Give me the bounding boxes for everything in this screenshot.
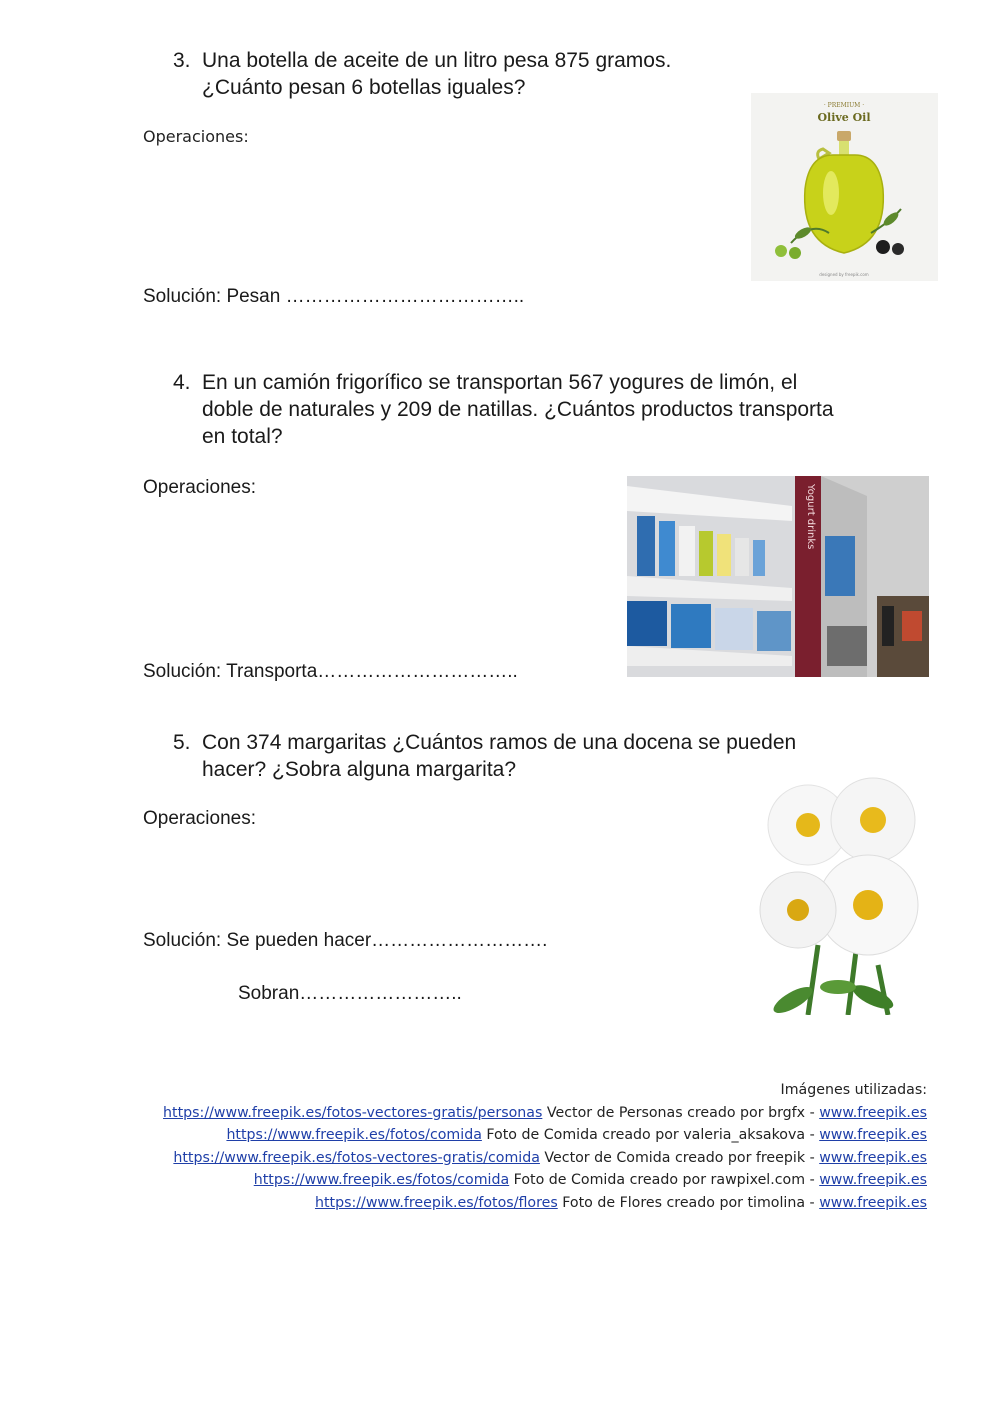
- question-text: Con 374 margaritas ¿Cuántos ramos de una docena se pueden hacer? ¿Sobra alguna margarita?: [202, 731, 797, 781]
- oil-image-caption: designed by freepik.com: [819, 272, 869, 277]
- question-text: En un camión frigorífico se transportan 567 yogures de limón, el doble de naturales y 209 de natillas. ¿Cuántos productos transporta en total?: [202, 371, 834, 448]
- operations-label: Operaciones:: [143, 808, 257, 829]
- remainder-label: Sobran……………………..: [238, 983, 462, 1004]
- question-number: 4.: [173, 371, 191, 394]
- credit-line: [163, 1124, 927, 1147]
- credit-text: Vector de Comida creado por freepik -: [539, 1149, 820, 1166]
- credit-link[interactable]: https://www.freepik.es/fotos/comida: [226, 1127, 482, 1143]
- daisy-flower: [831, 778, 915, 862]
- shelf-sign: Yogurt drinks: [805, 484, 816, 550]
- oil-label-top: · PREMIUM ·: [823, 102, 865, 109]
- credit-site-link[interactable]: www.freepik.es: [819, 1127, 927, 1143]
- operations-label: Operaciones:: [143, 127, 249, 146]
- credit-link[interactable]: https://www.freepik.es/fotos/comida: [253, 1172, 510, 1188]
- credit-line: [163, 1169, 927, 1192]
- credit-link[interactable]: https://www.freepik.es/fotos/flores: [314, 1194, 558, 1211]
- question-4: [173, 369, 933, 454]
- image-credits: [163, 1079, 927, 1214]
- solution-label: Solución: Transporta…………………………..: [143, 661, 518, 682]
- credit-site-link[interactable]: www.freepik.es: [819, 1104, 927, 1121]
- question-text: Una botella de aceite de un litro pesa 875 gramos. ¿Cuánto pesan 6 botellas iguales?: [202, 49, 672, 99]
- credits-title: Imágenes utilizadas:: [780, 1082, 927, 1098]
- credit-text: Vector de Personas creado por brgfx -: [542, 1104, 820, 1121]
- oil-label-main: Olive Oil: [817, 111, 871, 124]
- question-3: [173, 47, 773, 107]
- yogurt-shelf-image: [627, 476, 929, 677]
- credit-site-link[interactable]: www.freepik.es: [819, 1149, 927, 1166]
- credit-line: [163, 1192, 927, 1215]
- question-number: 5.: [173, 731, 191, 754]
- credit-line: [163, 1147, 927, 1170]
- solution-label: Solución: Se pueden hacer……………………….: [143, 930, 548, 951]
- solution-label: Solución: Pesan ………………………………..: [143, 286, 525, 307]
- question-number: 3.: [173, 49, 191, 72]
- olive-oil-image: [751, 93, 938, 281]
- operations-label: Operaciones:: [143, 477, 257, 498]
- credit-text: Foto de Comida creado por valeria_aksakova -: [481, 1127, 820, 1143]
- daisy-flower: [760, 872, 836, 948]
- credit-text: Foto de Comida creado por rawpixel.com -: [509, 1172, 820, 1188]
- credit-site-link[interactable]: www.freepik.es: [819, 1172, 927, 1188]
- credit-link[interactable]: https://www.freepik.es/fotos-vectores-gratis/comida: [173, 1149, 540, 1166]
- credit-line: [163, 1102, 927, 1125]
- daisies-image: [748, 765, 923, 1015]
- credit-link[interactable]: https://www.freepik.es/fotos-vectores-gratis/personas: [163, 1104, 543, 1121]
- credit-text: Foto de Flores creado por timolina -: [557, 1194, 820, 1211]
- credit-site-link[interactable]: www.freepik.es: [819, 1194, 927, 1211]
